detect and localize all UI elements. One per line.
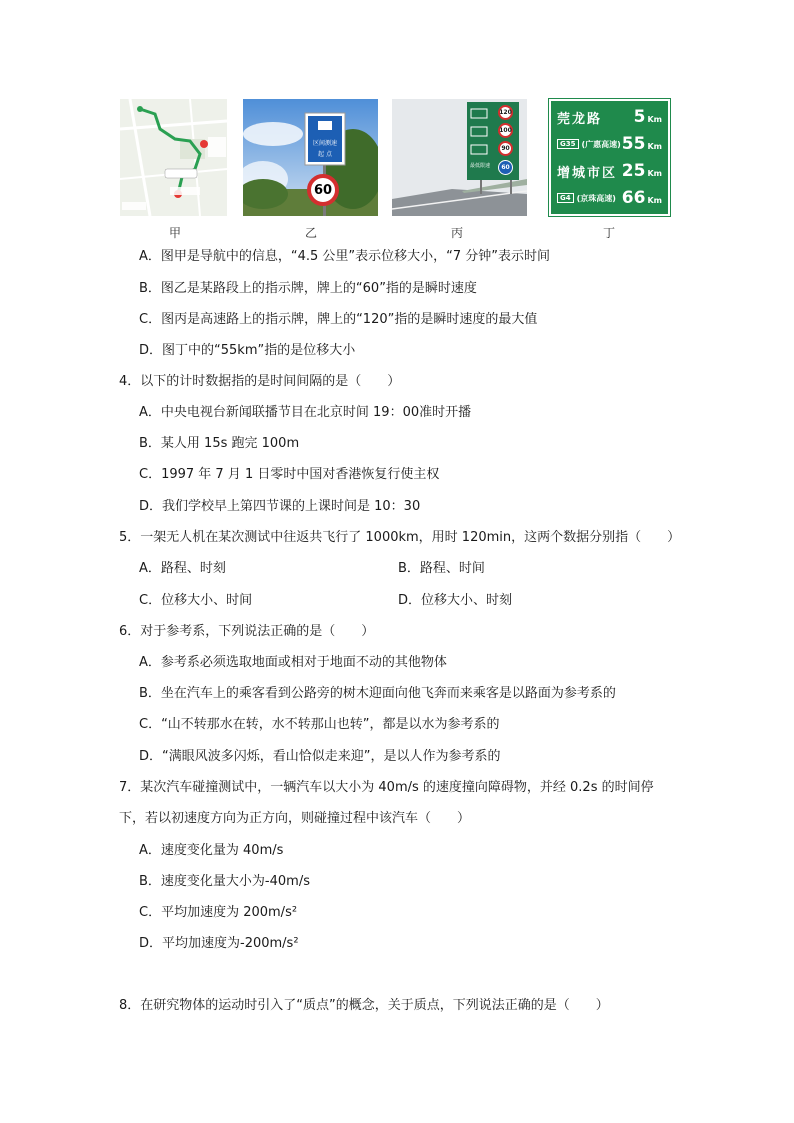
speed-100-value: 100 <box>499 127 512 134</box>
sign-row-3-unit: Km <box>647 168 662 178</box>
sign-row-4-name: (京珠高速) <box>576 193 616 203</box>
q4-option-a: A．中央电视台新闻联播节目在北京时间 19：00准时开播 <box>139 405 472 420</box>
map-illustration <box>120 99 227 216</box>
sign-row-4-badge: G4 <box>557 193 574 203</box>
q6-option-a: A．参考系必须选取地面或相对于地面不动的其他物体 <box>139 655 447 670</box>
sign-row-2-badge: G35 <box>557 139 579 149</box>
q3-option-a: A．图甲是导航中的信息，“4.5 公里”表示位移大小，“7 分钟”表示时间 <box>139 249 551 264</box>
sign-row-2 <box>557 133 662 155</box>
caption-yi: 乙 <box>304 226 317 240</box>
q3-option-d: D．图丁中的“55km”指的是位移大小 <box>139 343 356 358</box>
figure-yi-photo <box>243 99 378 216</box>
q7-option-a: A．速度变化量为 40m/s <box>139 843 284 858</box>
sign-row-2-unit: Km <box>647 141 662 151</box>
q7-option-c: C．平均加速度为 200m/s² <box>139 905 298 920</box>
q7-option-d: D．平均加速度为-200m/s² <box>139 936 299 951</box>
sign-bottom-text: 起 点 <box>318 151 332 158</box>
q8-stem: 8．在研究物体的运动时引入了“质点”的概念，关于质点，下列说法正确的是（ ） <box>119 998 609 1013</box>
q6-option-c: C．“山不转那水在转，水不转那山也转”，都是以水为参考系的 <box>139 717 500 732</box>
min-speed-label: 最低限速 <box>470 163 491 169</box>
sign-row-1-name: 莞龙路 <box>557 111 603 127</box>
speed-120-value: 120 <box>499 109 512 116</box>
speed-60 <box>498 160 513 175</box>
q5-option-b: B．路程、时间 <box>398 561 485 576</box>
figure-jia-map <box>120 99 227 216</box>
q7-stem-line1: 7．某次汽车碰撞测试中，一辆汽车以大小为 40m/s 的速度撞向障碍物，并经 0.2s 的时间停 <box>119 780 654 795</box>
sign-row-1-unit: Km <box>647 114 662 124</box>
sign-row-3-name: 增城市区 <box>557 165 618 181</box>
q3-option-b: B．图乙是某路段上的指示牌，牌上的“60”指的是瞬时速度 <box>139 281 477 296</box>
sign-top-text: 区间测速 <box>312 140 337 147</box>
q6-stem: 6．对于参考系，下列说法正确的是（ ） <box>119 624 375 639</box>
sign-row-2-name: (广惠高速) <box>581 139 621 149</box>
speed-120 <box>498 105 513 120</box>
figure-ding-sign <box>549 99 670 216</box>
q7-stem-line2: 下，若以初速度方向为正方向，则碰撞过程中该汽车（ ） <box>119 811 471 826</box>
q7-option-b: B．速度变化量大小为-40m/s <box>139 874 310 889</box>
q5-option-c: C．位移大小、时间 <box>139 593 253 608</box>
q3-option-c: C．图丙是高速路上的指示牌，牌上的“120”指的是瞬时速度的最大值 <box>139 312 538 327</box>
figure-bing-photo <box>392 99 527 216</box>
q4-option-c: C．1997 年 7 月 1 日零时中国对香港恢复行使主权 <box>139 467 440 482</box>
q5-stem: 5．一架无人机在某次测试中往返共飞行了 1000km，用时 120min，这两个数据分别指（ ） <box>119 530 681 545</box>
q4-option-b: B．某人用 15s 跑完 100m <box>139 436 300 451</box>
speed-90-value: 90 <box>501 145 510 152</box>
sign-row-4-unit: Km <box>647 195 662 205</box>
q4-option-d: D．我们学校早上第四节课的上课时间是 10：30 <box>139 499 421 514</box>
caption-bing: 丙 <box>450 226 463 240</box>
sign-row-2-dist: 55 <box>621 134 646 154</box>
speed-limit-circle <box>307 174 339 206</box>
q5-option-d: D．位移大小、时刻 <box>398 593 513 608</box>
q5-option-a: A．路程、时刻 <box>139 561 226 576</box>
speed-60-value: 60 <box>501 164 510 171</box>
q6-option-d: D．“满眼风波多闪烁，看山恰似走来迎”，是以人作为参考系的 <box>139 749 501 764</box>
sign-row-1 <box>557 106 662 128</box>
q6-option-b: B．坐在汽车上的乘客看到公路旁的树木迎面向他飞奔而来乘客是以路面为参考系的 <box>139 686 616 701</box>
sign-row-3 <box>557 160 662 182</box>
speed-limit-value: 60 <box>313 182 333 198</box>
figure-row <box>0 99 794 219</box>
sign-row-3-dist: 25 <box>621 161 646 181</box>
speed-100 <box>498 123 513 138</box>
sign-row-1-dist: 5 <box>633 107 646 127</box>
caption-ding: 丁 <box>602 226 615 240</box>
q4-stem: 4．以下的计时数据指的是时间间隔的是（ ） <box>119 374 401 389</box>
sign-row-4 <box>557 187 662 209</box>
caption-jia: 甲 <box>168 226 181 240</box>
sign-row-4-dist: 66 <box>621 188 646 208</box>
speed-90 <box>498 141 513 156</box>
